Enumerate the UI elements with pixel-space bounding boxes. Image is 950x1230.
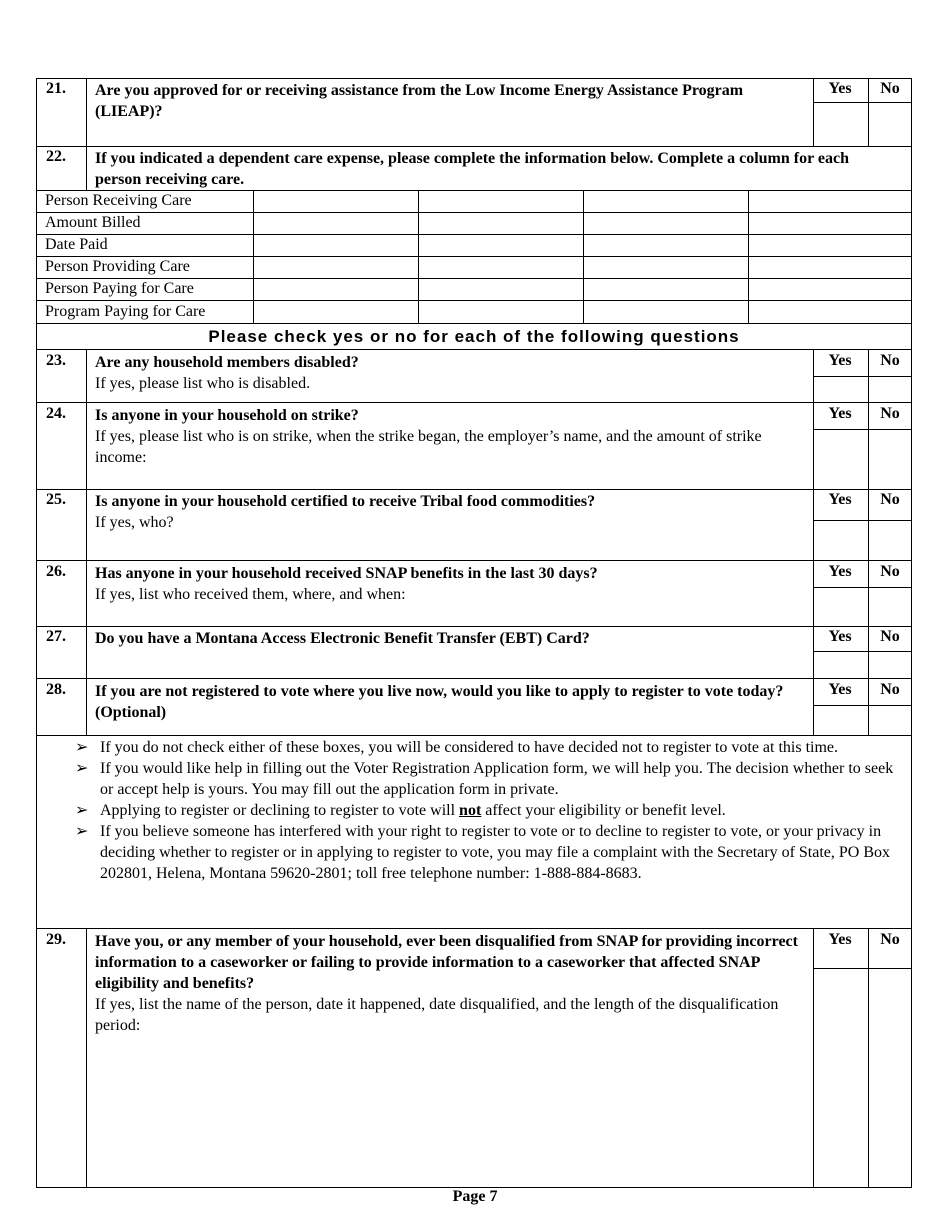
section-banner: Please check yes or no for each of the following questions [208, 327, 740, 346]
q29-instruction: If yes, list the name of the person, date it happened, date disqualified, and the length of the disqualification period: [95, 996, 779, 1034]
emphasis-not: not [459, 802, 482, 819]
q28-no-label: No [880, 681, 900, 698]
care-row-label: Program Paying for Care [45, 303, 206, 320]
q29-yes-label: Yes [828, 931, 852, 948]
q23-no-label: No [880, 352, 900, 369]
q25-yes-checkbox[interactable] [814, 521, 868, 559]
q28-question: If you are not registered to vote where you live now, would you like to apply to register to vote today? (Optional) [95, 683, 784, 721]
q28-no-checkbox[interactable] [869, 706, 911, 734]
q28-yes-label: Yes [828, 681, 852, 698]
voter-note: ➢ If you do not check either of these boxes, you will be considered to have decided not to register to vote at this time. [75, 739, 839, 756]
arrow-bullet-icon: ➢ [75, 739, 89, 756]
q25-yes-label: Yes [828, 491, 852, 508]
q29-number: 29. [46, 931, 66, 948]
q21-yes-label: Yes [828, 80, 852, 97]
q22-number: 22. [46, 148, 66, 165]
q21-number: 21. [46, 80, 66, 97]
q23-yes-label: Yes [828, 352, 852, 369]
q23-number: 23. [46, 352, 66, 369]
q24-yes-checkbox[interactable] [814, 430, 868, 488]
q23-no-checkbox[interactable] [869, 377, 911, 401]
arrow-bullet-icon: ➢ [75, 760, 89, 777]
q27-yes-checkbox[interactable] [814, 652, 868, 677]
voter-registration-notes [75, 737, 900, 884]
q26-question: Has anyone in your household received SNAP benefits in the last 30 days? If yes, list who received them, where, and when: [95, 565, 598, 603]
q27-number: 27. [46, 628, 66, 645]
q27-yes-label: Yes [828, 628, 852, 645]
q29-no-label: No [880, 931, 900, 948]
q24-question: Is anyone in your household on strike? If yes, please list who is on strike, when the strike began, the employer’s name, and the amount of strike income: [95, 407, 762, 466]
q26-no-checkbox[interactable] [869, 588, 911, 625]
care-row-label: Person Receiving Care [45, 192, 192, 209]
arrow-bullet-icon: ➢ [75, 823, 89, 840]
q23-question: Are any household members disabled? If yes, please list who is disabled. [95, 354, 359, 392]
q29-yes-checkbox[interactable] [814, 969, 868, 1186]
q24-number: 24. [46, 405, 66, 422]
care-row-label: Amount Billed [45, 214, 141, 231]
q25-instruction: If yes, who? [95, 514, 174, 531]
q23-instruction: If yes, please list who is disabled. [95, 375, 311, 392]
q29-no-checkbox[interactable] [869, 969, 911, 1186]
voter-note: ➢ Applying to register or declining to register to vote will not affect your eligibility or benefit level. [75, 802, 726, 819]
care-row-label: Date Paid [45, 236, 108, 253]
care-table-entry-cells[interactable] [254, 191, 911, 322]
q29-question: Have you, or any member of your household, ever been disqualified from SNAP for providing incorrect information to a caseworker or failing to provide information to a caseworker that affected SNAP eligibility and benefits? If yes, list the name of the person, date it happened, date disqualified, and the length of the disqualification period: [95, 933, 798, 1034]
page-number: Page 7 [452, 1188, 498, 1205]
q21-yes-checkbox[interactable] [814, 103, 868, 145]
q27-no-label: No [880, 628, 900, 645]
q27-question: Do you have a Montana Access Electronic Benefit Transfer (EBT) Card? [95, 630, 590, 647]
q22-question: If you indicated a dependent care expense, please complete the information below. Complete a column for each person receiving care. [95, 150, 850, 188]
q25-number: 25. [46, 491, 66, 508]
q24-no-checkbox[interactable] [869, 430, 911, 488]
q26-no-label: No [880, 563, 900, 580]
q28-yes-checkbox[interactable] [814, 706, 868, 734]
q26-yes-label: Yes [828, 563, 852, 580]
care-row-label: Person Paying for Care [45, 280, 194, 297]
q25-question: Is anyone in your household certified to receive Tribal food commodities? If yes, who? [95, 493, 596, 531]
voter-note: ➢ If you believe someone has interfered with your right to register to vote or to decline to register to vote, or your privacy in deciding whether to register or in applying to register to vote, you may file a complaint with the Secretary of State, PO Box 202801, Helena, Montana 59620-2801; toll free telephone number: 1-888-884-8683. [75, 823, 891, 882]
q24-no-label: No [880, 405, 900, 422]
q26-yes-checkbox[interactable] [814, 588, 868, 625]
q25-no-label: No [880, 491, 900, 508]
q23-yes-checkbox[interactable] [814, 377, 868, 401]
q21-question: Are you approved for or receiving assistance from the Low Income Energy Assistance Program (LIEAP)? [95, 82, 744, 120]
q29-answer-area[interactable] [87, 1040, 812, 1186]
q28-number: 28. [46, 681, 66, 698]
q24-yes-label: Yes [828, 405, 852, 422]
q21-no-checkbox[interactable] [869, 103, 911, 145]
q26-instruction: If yes, list who received them, where, and when: [95, 586, 406, 603]
arrow-bullet-icon: ➢ [75, 802, 89, 819]
q24-instruction: If yes, please list who is on strike, when the strike began, the employer’s name, and the amount of strike income: [95, 428, 762, 466]
q27-no-checkbox[interactable] [869, 652, 911, 677]
voter-note: ➢ If you would like help in filling out the Voter Registration Application form, we will help you. The decision whether to seek or accept help is yours. You may fill out the application form in private. [75, 760, 894, 798]
q26-number: 26. [46, 563, 66, 580]
q21-no-label: No [880, 80, 900, 97]
q25-no-checkbox[interactable] [869, 521, 911, 559]
care-row-label: Person Providing Care [45, 258, 190, 275]
